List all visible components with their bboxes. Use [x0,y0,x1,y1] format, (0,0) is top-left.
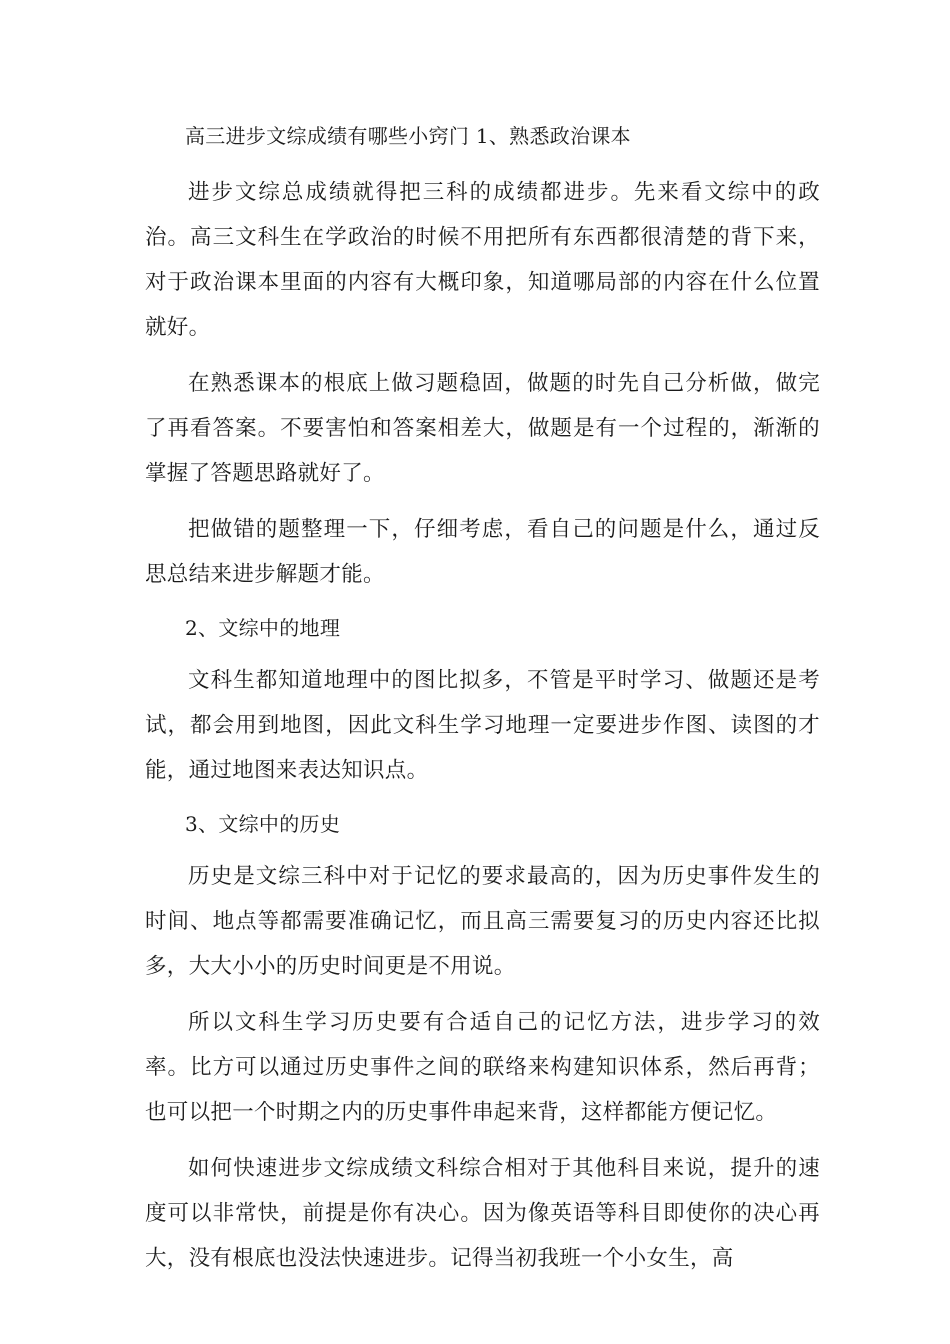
paragraph: 在熟悉课本的根底上做习题稳固，做题的时先自己分析做，做完了再看答案。不要害怕和答案相差大，做题是有一个过程的，渐渐的掌握了答题思路就好了。 [145,371,820,486]
section-heading-geography: 2、文综中的地理 [185,616,341,640]
paragraph: 文科生都知道地理中的图比拟多，不管是平时学习、做题还是考试，都会用到地图，因此文科生学习地理一定要进步作图、读图的才能，通过地图来表达知识点。 [145,668,820,783]
paragraph: 历史是文综三科中对于记忆的要求最高的，因为历史事件发生的时间、地点等都需要准确记忆，而且高三需要复习的历史内容还比拟多，大大小小的历史时间更是不用说。 [145,864,820,979]
paragraph: 进步文综总成绩就得把三科的成绩都进步。先来看文综中的政治。高三文科生在学政治的时候不用把所有东西都很清楚的背下来，对于政治课本里面的内容有大概印象，知道哪局部的内容在什么位置就好。 [145,180,820,340]
document-body [145,116,820,1292]
paragraph: 把做错的题整理一下，仔细考虑，看自己的问题是什么，通过反思总结来进步解题才能。 [145,517,820,587]
paragraph: 所以文科生学习历史要有合适自己的记忆方法，进步学习的效率。比方可以通过历史事件之间的联络来构建知识体系，然后再背；也可以把一个时期之内的历史事件串起来背，这样都能方便记忆。 [145,1010,820,1125]
paragraph: 如何快速进步文综成绩文科综合相对于其他科目来说，提升的速度可以非常快，前提是你有决心。因为像英语等科目即使你的决心再大，没有根底也没法快速进步。记得当初我班一个小女生，高 [145,1156,820,1271]
section-heading-history: 3、文综中的历史 [185,812,341,836]
document-title: 高三进步文综成绩有哪些小窍门 1、熟悉政治课本 [185,124,631,148]
